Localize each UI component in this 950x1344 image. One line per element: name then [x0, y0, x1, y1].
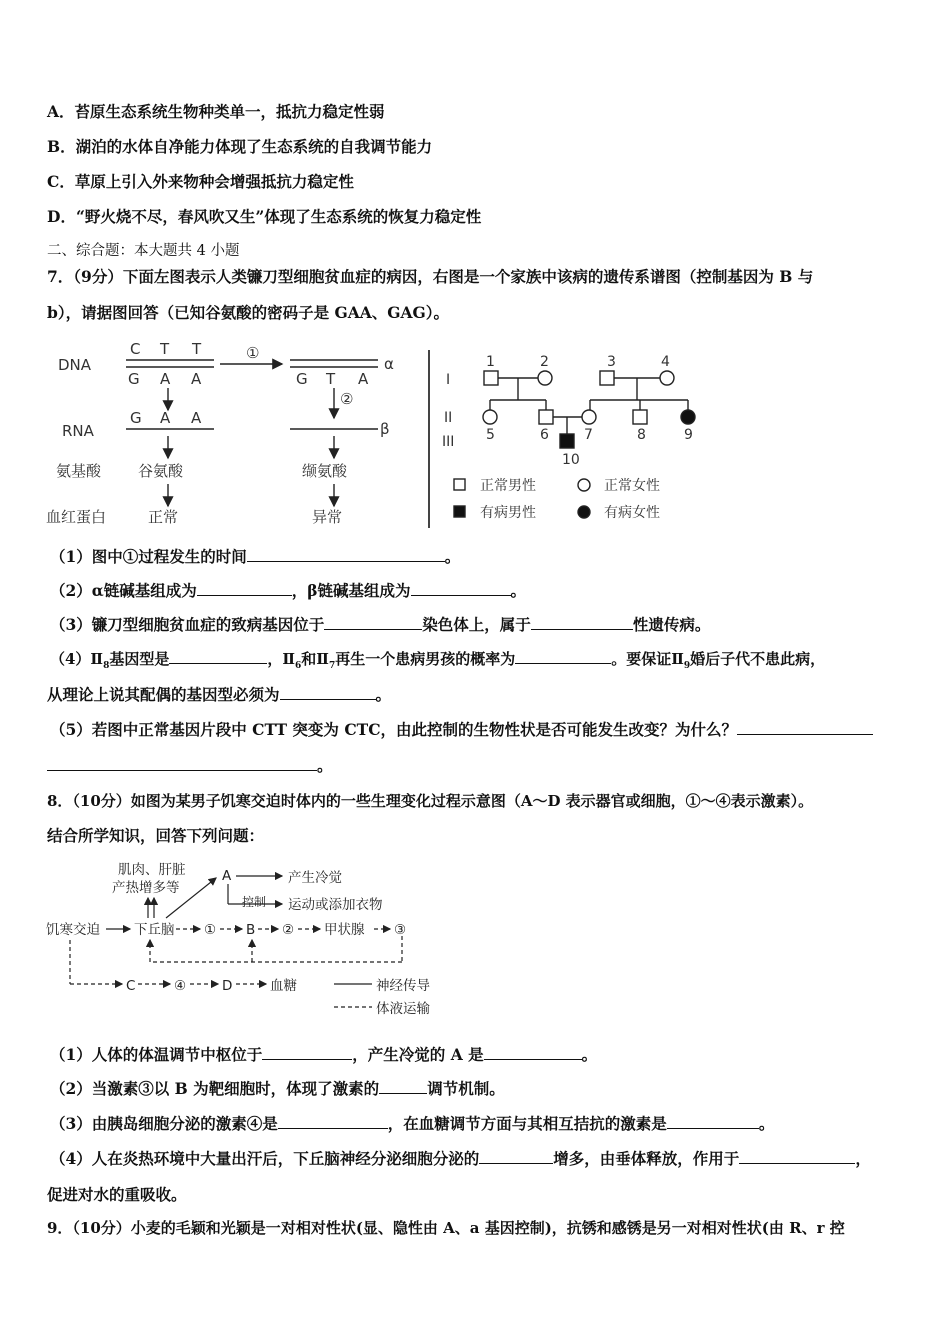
individual-number: 6	[540, 427, 549, 443]
q7-sub5: （5）若图中正常基因片段中 CTT 突变为 CTC，由此控制的生物性状是否可能发生改变？为什么？	[50, 720, 910, 740]
heat-label: 产热增多等	[112, 880, 180, 896]
rna-base: A	[160, 409, 171, 427]
beta-label: β	[380, 420, 390, 438]
dna-top-base: C	[130, 340, 141, 358]
answer-blank[interactable]	[197, 581, 292, 596]
dna-bottom-base: A	[191, 370, 202, 388]
answer-blank[interactable]	[278, 1114, 388, 1129]
individual-number: 9	[684, 427, 693, 443]
hb-normal: 正常	[148, 508, 179, 526]
individual-number: 7	[584, 427, 593, 443]
q7-figure	[44, 336, 706, 532]
clothes-label: 运动或添加衣物	[288, 897, 383, 913]
q7-sub3: （3）镰刀型细胞贫血症的致病基因位于 染色体上，属于 性遗传病。	[50, 615, 711, 634]
step2-label: ②	[340, 390, 354, 408]
step1-label: ①	[246, 344, 260, 362]
female-symbol	[483, 410, 497, 424]
answer-blank[interactable]	[484, 1045, 582, 1060]
female-symbol	[538, 371, 552, 385]
q8-sub4-line2: 促进对水的重吸收。	[47, 1185, 187, 1204]
legend-affected-male-icon	[454, 506, 465, 517]
male-symbol	[539, 410, 553, 424]
answer-blank[interactable]	[739, 1149, 855, 1164]
dna-bottom-base: G	[128, 370, 140, 388]
answer-blank[interactable]	[737, 720, 873, 735]
q7-sub4: $(4)Ⅱ_8$基因型是 ，$Ⅱ_6$和$Ⅱ_7$再生一个患病男孩的概率为 。要保证$Ⅱ_9$婚后子代不患此病，	[50, 650, 826, 671]
individual-number: 2	[540, 354, 549, 370]
answer-blank[interactable]	[247, 547, 445, 562]
answer-blank[interactable]	[379, 1079, 427, 1094]
hormone-2: ②	[282, 922, 295, 938]
glucose-label: 血糖	[270, 978, 297, 994]
affected-male-symbol	[560, 434, 574, 448]
section-title: 二、综合题：本大题共 4 小题	[47, 243, 240, 259]
answer-blank[interactable]	[324, 615, 422, 630]
muscle-liver-label: 肌肉、肝脏	[118, 862, 186, 878]
q8-sub1: （1）人体的体温调节中枢位于 ，产生冷觉的 A 是 。	[50, 1045, 598, 1064]
aa-mutant: 缬氨酸	[302, 462, 348, 480]
legend-male-icon	[454, 479, 465, 490]
q8-stem-2: 结合所学知识，回答下列问题：	[47, 826, 265, 845]
mut-base: T	[326, 370, 336, 388]
individual-number: 5	[486, 427, 495, 443]
q7-sub2: （2）α链碱基组成为 ，β链碱基组成为 。	[50, 581, 527, 600]
individual-number: 10	[562, 452, 580, 468]
q7-sub4-line2: 从理论上说其配偶的基因型必须为 。	[47, 685, 392, 704]
aa-label: 氨基酸	[56, 462, 102, 480]
affected-female-symbol	[681, 410, 695, 424]
q7-sub1: （1）图中①过程发生的时间 。	[50, 547, 461, 566]
q8-figure	[44, 856, 464, 1020]
dna-top-base: T	[192, 340, 202, 358]
individual-number: 4	[661, 354, 670, 370]
q8-stem-1: 8．（10分）如图为某男子饥寒交迫时体内的一些生理变化过程示意图（A～D 表示器官或细胞，①～④表示激素）。	[47, 792, 814, 810]
legend-fluid-label: 体液运输	[376, 1001, 430, 1017]
node-b: B	[246, 922, 256, 938]
answer-blank[interactable]	[47, 756, 317, 771]
legend-label: 有病男性	[480, 505, 536, 521]
cold-sense-label: 产生冷觉	[288, 870, 342, 886]
aa-normal: 谷氨酸	[138, 462, 184, 480]
hormone-4: ④	[174, 978, 187, 994]
control-label: 控制	[242, 895, 267, 909]
hb-label: 血红蛋白	[46, 508, 107, 526]
legend-nerve-label: 神经传导	[376, 978, 430, 994]
answer-blank[interactable]	[515, 649, 611, 664]
dna-bottom-base: A	[160, 370, 171, 388]
q9-stem-1: 9．（10分）小麦的毛颖和光颖是一对相对性状(显、隐性由 A、a 基因控制)，抗锈和感锈是另一对相对性状(由 R、r 控	[47, 1219, 845, 1237]
q8-sub2: （2）当激素③以 B 为靶细胞时，体现了激素的 调节机制。	[50, 1079, 505, 1098]
legend-affected-female-icon	[578, 506, 590, 518]
individual-number: 8	[637, 427, 646, 443]
rna-base: G	[130, 409, 142, 427]
q7-stem-1: 7．（9分）下面左图表示人类镰刀型细胞贫血症的病因，右图是一个家族中该病的遗传系谱图（控制基因为 B 与	[47, 267, 814, 286]
female-symbol	[582, 410, 596, 424]
hypothalamus-label: 下丘脑	[134, 922, 175, 938]
alpha-label: α	[384, 355, 394, 373]
answer-blank[interactable]	[280, 685, 376, 700]
q7-sub5-line2: 。	[47, 756, 910, 776]
mut-base: G	[296, 370, 308, 388]
option-c: C．草原上引入外来物种会增强抵抗力稳定性	[47, 172, 354, 191]
answer-blank[interactable]	[262, 1045, 352, 1060]
mut-base: A	[358, 370, 369, 388]
male-symbol	[633, 410, 647, 424]
node-c: C	[126, 978, 136, 994]
male-symbol	[600, 371, 614, 385]
generation-3: III	[442, 434, 455, 450]
individual-number: 3	[607, 354, 616, 370]
answer-blank[interactable]	[479, 1149, 553, 1164]
rna-base: A	[191, 409, 202, 427]
generation-2: II	[444, 410, 453, 426]
rna-label: RNA	[62, 422, 94, 440]
legend-label: 正常女性	[604, 478, 660, 494]
option-b: B．湖泊的水体自净能力体现了生态系统的自我调节能力	[47, 137, 433, 156]
hormone-1: ①	[204, 922, 217, 938]
dna-top-base: T	[160, 340, 170, 358]
legend-female-icon	[578, 479, 590, 491]
answer-blank[interactable]	[411, 581, 511, 596]
generation-1: I	[446, 372, 451, 388]
hormone-3: ③	[394, 922, 407, 938]
individual-number: 1	[486, 354, 495, 370]
node-d: D	[222, 978, 233, 994]
answer-blank[interactable]	[667, 1114, 759, 1129]
dna-label: DNA	[58, 356, 92, 374]
node-a: A	[222, 868, 232, 884]
hb-abnormal: 异常	[312, 508, 343, 526]
legend-label: 有病女性	[604, 505, 660, 521]
option-d: D．“野火烧不尽，春风吹又生”体现了生态系统的恢复力稳定性	[47, 207, 482, 226]
male-symbol	[484, 371, 498, 385]
cold-hungry-label: 饥寒交迫	[46, 922, 100, 938]
option-a: A．苔原生态系统生物种类单一，抵抗力稳定性弱	[47, 102, 385, 121]
answer-blank[interactable]	[169, 649, 267, 664]
answer-blank[interactable]	[531, 615, 633, 630]
thyroid-label: 甲状腺	[324, 922, 365, 938]
q8-sub3: （3）由胰岛细胞分泌的激素④是 ，在血糖调节方面与其相互拮抗的激素是 。	[50, 1114, 775, 1133]
legend-label: 正常男性	[480, 478, 536, 494]
q8-sub4: （4）人在炎热环境中大量出汗后，下丘脑神经分泌细胞分泌的 增多，由垂体释放，作用于 ，	[50, 1149, 871, 1168]
q7-stem-2: b），请据图回答（已知谷氨酸的密码子是 GAA、GAG）。	[47, 303, 450, 322]
female-symbol	[660, 371, 674, 385]
